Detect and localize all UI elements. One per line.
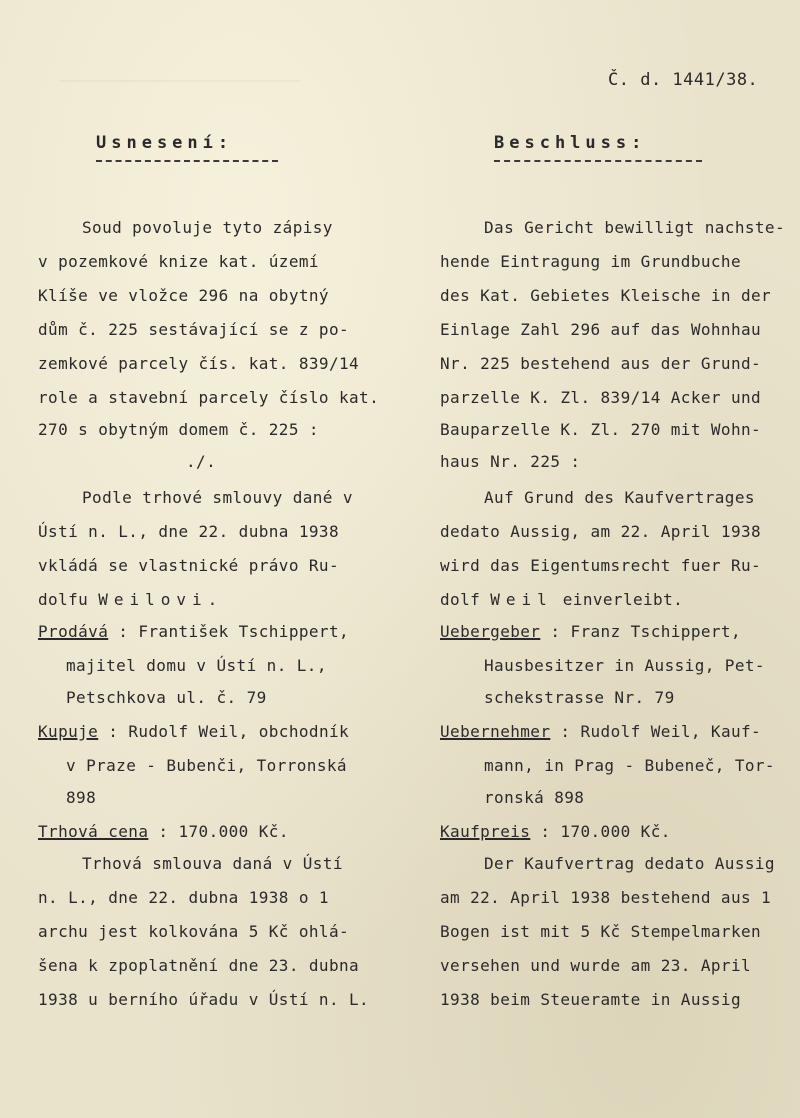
right-text-line (484, 854, 775, 874)
left-text-line (186, 452, 216, 472)
right-line-text: einverleibt. (562, 590, 684, 609)
left-text-line (66, 656, 327, 676)
right-text-line (484, 788, 584, 808)
right-text-line (484, 756, 775, 776)
left-line-text: role a stavební parcely číslo kat. (38, 388, 380, 407)
left-text-line (82, 488, 353, 508)
right-seller-value: : Franz Tschippert, (550, 622, 741, 641)
left-text-line (38, 354, 359, 374)
left-owner-name: Weilovi. (98, 590, 224, 609)
left-text-line (38, 320, 349, 340)
left-text-line (82, 218, 333, 238)
left-line-text: vkládá se vlastnické právo Ru- (38, 556, 339, 575)
right-line-text: Der Kaufvertrag dedato Aussig (484, 854, 775, 873)
right-line-text: Hausbesitzer in Aussig, Pet- (484, 656, 765, 675)
right-text-line (484, 656, 765, 676)
right-line-text: 1938 beim Steueramte in Aussig (440, 990, 741, 1009)
right-text-line (484, 488, 755, 508)
left-line-text: v pozemkové knize kat. území (38, 252, 319, 271)
right-line-text: ronská 898 (484, 788, 585, 807)
left-text-line (66, 756, 347, 776)
left-text-line (38, 420, 319, 440)
right-line-text: Auf Grund des Kaufvertrages (484, 488, 755, 507)
right-text-line (440, 522, 761, 542)
right-line-text: mann, in Prag - Bubeneč, Tor- (484, 756, 775, 775)
reference-number: Č. d. 1441/38. (608, 70, 759, 90)
czech-heading (96, 133, 278, 162)
left-line-text: šena k zpoplatnění dne 23. dubna (38, 956, 360, 975)
right-line-text: des Kat. Gebietes Kleische in der (440, 286, 772, 305)
left-text-line (66, 788, 96, 808)
right-line-text: versehen und wurde am 23. April (440, 956, 752, 975)
left-line-text: dolfu (38, 590, 89, 609)
left-field-label: Prodává (38, 622, 109, 641)
right-line-text: Bauparzelle K. Zl. 270 mit Wohn- (440, 420, 762, 439)
left-line-text: majitel domu v Ústí n. L., (66, 656, 327, 675)
german-heading (494, 133, 702, 162)
left-line-text: v Praze - Bubenči, Torronská (66, 756, 347, 775)
right-text-line (440, 556, 761, 576)
right-text-line (440, 622, 741, 642)
left-text-line (38, 888, 329, 908)
right-price-value: : 170.000 Kč. (540, 822, 671, 841)
right-buyer-value: : Rudolf Weil, Kauf- (560, 722, 762, 741)
right-text-line (440, 320, 761, 340)
right-line-text: Einlage Zahl 296 auf das Wohnhau (440, 320, 762, 339)
right-line-text: Das Gericht bewilligt nachste- (484, 218, 785, 237)
german-heading-text: Beschluss: (494, 133, 647, 153)
left-text-line (38, 286, 329, 306)
right-text-line (440, 286, 771, 306)
right-line-text: wird das Eigentumsrecht fuer Ru- (440, 556, 762, 575)
left-line-text: Ústí n. L., dne 22. dubna 1938 (38, 522, 339, 541)
left-text-line (38, 622, 349, 642)
right-text-line (440, 722, 761, 742)
right-field-label: Uebernehmer (440, 722, 551, 741)
right-text-line (484, 688, 675, 708)
right-line-text: am 22. April 1938 bestehend aus 1 (440, 888, 772, 907)
right-field-label: Uebergeber (440, 622, 541, 641)
left-line-text: 1938 u berního úřadu v Ústí n. L. (38, 990, 370, 1009)
right-text-line (440, 956, 751, 976)
right-line-text: hende Eintragung im Grundbuche (440, 252, 741, 271)
right-text-line (440, 590, 683, 610)
german-heading-underline (494, 154, 702, 162)
right-line-text: dolf (440, 590, 481, 609)
left-text-line (38, 252, 319, 272)
right-field-label: Kaufpreis (440, 822, 531, 841)
right-text-line (440, 452, 580, 472)
right-text-line (440, 388, 761, 408)
left-text-line (38, 922, 349, 942)
left-text-line (38, 722, 349, 742)
left-line-text: 270 s obytným domem č. 225 : (38, 420, 319, 439)
right-line-text: schekstrasse Nr. 79 (484, 688, 675, 707)
right-line-text: parzelle K. Zl. 839/14 Acker und (440, 388, 762, 407)
faint-stamp-mark (60, 80, 300, 122)
left-text-line (38, 388, 379, 408)
left-text-line (38, 590, 223, 610)
right-text-line (440, 822, 671, 842)
right-line-text: Bogen ist mit 5 Kč Stempelmarken (440, 922, 762, 941)
left-line-text: Trhová smlouva daná v Ústí (82, 854, 343, 873)
right-text-line (440, 990, 741, 1010)
right-text-line (440, 420, 761, 440)
right-line-text: dedato Aussig, am 22. April 1938 (440, 522, 762, 541)
left-text-line (66, 688, 267, 708)
left-text-line (38, 956, 359, 976)
right-line-text: haus Nr. 225 : (440, 452, 581, 471)
left-line-text: archu jest kolkována 5 Kč ohlá- (38, 922, 350, 941)
left-price-value: : 170.000 Kč. (158, 822, 289, 841)
left-text-line (38, 522, 339, 542)
left-text-line (82, 854, 343, 874)
left-line-text: 898 (66, 788, 97, 807)
right-text-line (440, 922, 761, 942)
right-text-line (440, 888, 771, 908)
czech-heading-underline (96, 154, 278, 162)
left-text-line (38, 556, 339, 576)
czech-heading-text: Usnesení: (96, 133, 234, 153)
left-line-text: dům č. 225 sestávající se z po- (38, 320, 350, 339)
left-text-line (38, 990, 369, 1010)
left-line-text: Soud povoluje tyto zápisy (82, 218, 333, 237)
left-buyer-value: : Rudolf Weil, obchodník (108, 722, 350, 741)
left-seller-value: : František Tschippert, (118, 622, 350, 641)
left-line-text: n. L., dne 22. dubna 1938 o 1 (38, 888, 329, 907)
right-line-text: Nr. 225 bestehend aus der Grund- (440, 354, 762, 373)
left-line-text: zemkové parcely čís. kat. 839/14 (38, 354, 360, 373)
left-line-text: Petschkova ul. č. 79 (66, 688, 267, 707)
left-field-label: Trhová cena (38, 822, 149, 841)
right-owner-name: Weil (490, 590, 553, 609)
left-line-text: ./. (186, 452, 217, 471)
right-text-line (440, 354, 761, 374)
left-text-line (38, 822, 289, 842)
left-field-label: Kupuje (38, 722, 99, 741)
right-text-line (484, 218, 785, 238)
left-line-text: Podle trhové smlouvy dané v (82, 488, 353, 507)
right-text-line (440, 252, 741, 272)
left-line-text: Klíše ve vložce 296 na obytný (38, 286, 329, 305)
